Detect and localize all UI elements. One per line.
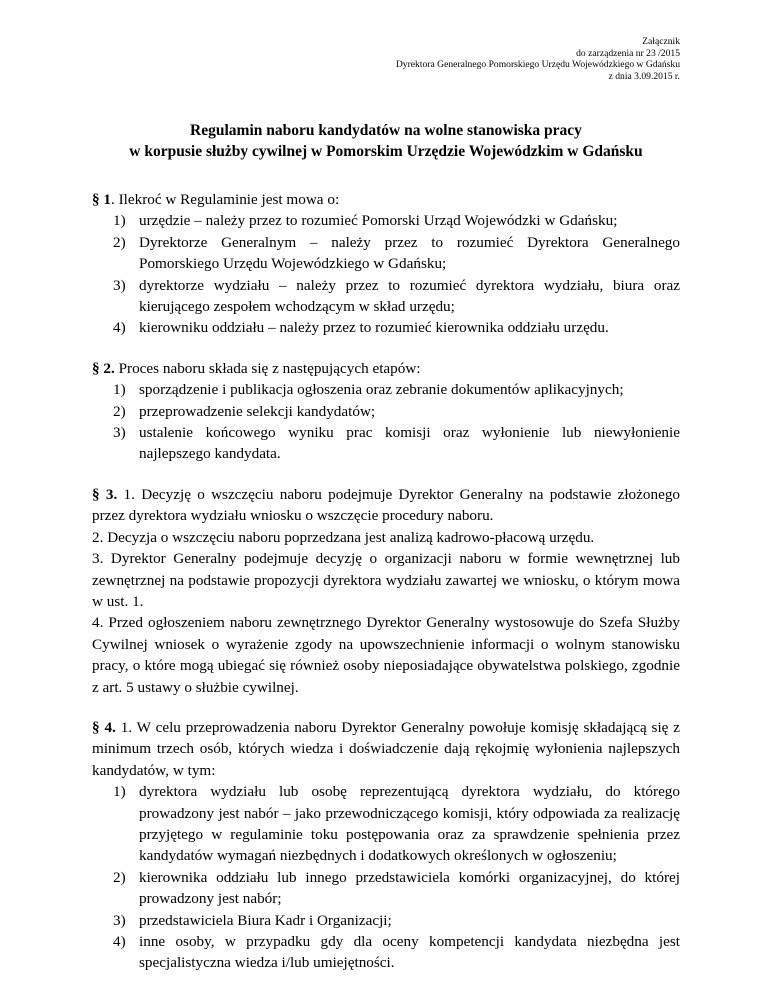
list-item [92, 275, 680, 318]
list-item-text: dyrektora wydziału lub osobę reprezentującą dyrektora wydziału, do którego prowadzony jest nabór – jako przewodniczącego komisji, który odpowiada za realizację przyjętego w regulaminie toku postępowania oraz za sprawdzenie spełnienia przez kandydatów wymagań niezbędnych i dodatkowych określonych w ogłoszeniu; [139, 783, 680, 865]
section-4-list [92, 781, 680, 974]
section-1-list [92, 210, 680, 338]
list-item-text: urzędzie – należy przez to rozumieć Pomorski Urząd Wojewódzki w Gdańsku; [139, 212, 618, 230]
list-item-text: przedstawiciela Biura Kadr i Organizacji; [139, 911, 392, 929]
section-3-paragraph-2: 2. Decyzja o wszczęciu naboru poprzedzana jest analizą kadrowo-płacową urzędu. [92, 528, 595, 546]
list-item [92, 781, 680, 867]
list-item-text: kierowniku oddziału – należy przez to rozumieć kierownika oddziału urzędu. [139, 319, 609, 337]
section-1-intro [92, 189, 680, 210]
section-2-intro [92, 358, 680, 379]
list-item-number: 1) [113, 783, 126, 801]
list-item-text: sporządzenie i publikacja ogłoszenia oraz zebranie dokumentów aplikacyjnych; [139, 381, 624, 399]
list-item-text: inne osoby, w przypadku gdy dla oceny kompetencji kandydata niezbędna jest specjalistyczna wiedza i/lub umiejętności. [139, 933, 680, 972]
list-item [92, 379, 680, 400]
section-4 [92, 717, 680, 974]
section-3-paragraph-4: 4. Przed ogłoszeniem naboru zewnętrznego Dyrektor Generalny wystosowuje do Szefa Służby Cywilnej wniosek o wyrażenie zgody na upowszechnienie informacji o wolnym stanowisku pracy, o które mogą ubiegać się również osoby nieposiadające obywatelstwa polskiego, zgodnie z art. 5 ustawy o służbie cywilnej. [92, 614, 680, 696]
list-item-number: 2) [113, 233, 126, 251]
list-item [92, 422, 680, 465]
list-item [92, 401, 680, 422]
title-line-2: w korpusie służby cywilnej w Pomorskim Urzędzie Wojewódzkim w Gdańsku [129, 143, 643, 160]
list-item-text: kierownika oddziału lub innego przedstawiciela komórki organizacyjnej, do której prowadzony jest nabór; [139, 868, 680, 908]
list-item-number: 2) [113, 402, 126, 420]
section-1-intro-text: . Ilekroć w Regulaminie jest mowa o: [110, 191, 340, 208]
list-item-number: 4) [113, 319, 126, 337]
title-line-1: Regulamin naboru kandydatów na wolne stanowiska pracy [190, 122, 582, 139]
section-2-list [92, 379, 680, 465]
list-item [92, 910, 680, 931]
list-item [92, 210, 680, 231]
attachment-note [92, 36, 680, 82]
list-item [92, 317, 680, 338]
section-4-intro [92, 717, 680, 781]
section-4-number: § 4. [92, 718, 116, 736]
list-item-number: 4) [113, 933, 126, 950]
section-3 [92, 484, 680, 698]
list-item [92, 867, 680, 910]
document-title [92, 120, 680, 162]
list-item-text: przeprowadzenie selekcji kandydatów; [139, 402, 376, 420]
section-3-paragraph-1 [92, 484, 680, 527]
list-item-number: 1) [113, 212, 126, 230]
ordinance-issuer: Dyrektora Generalnego Pomorskiego Urzędu Wojewódzkiego w Gdańsku [395, 59, 680, 70]
section-4-intro-text: 1. W celu przeprowadzenia naboru Dyrektor Generalny powołuje komisję składającą się z minimum trzech osób, których wiedza i doświadczenie dają rękojmię wyłonienia najlepszych kandydatów, w tym: [92, 718, 681, 779]
ordinance-date: z dnia 3.09.2015 r. [608, 70, 680, 82]
section-1-number: § 1 [92, 191, 111, 208]
list-item-number: 3) [113, 276, 126, 294]
ordinance-number: do zarządzenia nr 23 /2015 [576, 47, 680, 59]
list-item-number: 2) [113, 868, 126, 886]
section-3-number: § 3. [92, 485, 118, 503]
section-2-number: § 2. [92, 359, 115, 377]
list-item-text: dyrektorze wydziału – należy przez to rozumieć dyrektora wydziału, biura oraz kierującego zespołem wchodzącym w skład urzędu; [139, 276, 680, 316]
list-item-number: 3) [113, 911, 126, 929]
section-2 [92, 358, 680, 465]
attachment-label: Załącznik [642, 36, 680, 47]
section-3-paragraph-3: 3. Dyrektor Generalny podejmuje decyzję o organizacji naboru w formie wewnętrznej lub zewnętrznej na podstawie propozycji dyrektora wydziału zawartej we wniosku, o którym mowa w ust. 1. [92, 550, 680, 610]
document-body [92, 189, 680, 974]
section-3-paragraph-1-text: 1. Decyzję o wszczęciu naboru podejmuje Dyrektor Generalny na podstawie złożonego przez dyrektora wydziału wniosku o wszczęcie procedury naboru. [92, 485, 681, 525]
list-item-text: ustalenie końcowego wyniku prac komisji oraz wyłonienie lub niewyłonienie najlepszego kandydata. [139, 424, 680, 463]
list-item-number: 3) [113, 424, 126, 442]
list-item [92, 232, 680, 275]
list-item-number: 1) [113, 381, 126, 399]
list-item [92, 931, 680, 974]
section-2-intro-text: Proces naboru składa się z następujących etapów: [114, 359, 421, 377]
list-item-text: Dyrektorze Generalnym – należy przez to rozumieć Dyrektora Generalnego Pomorskiego Urzędu Wojewódzkiego w Gdańsku; [139, 233, 680, 273]
section-1 [92, 189, 680, 339]
